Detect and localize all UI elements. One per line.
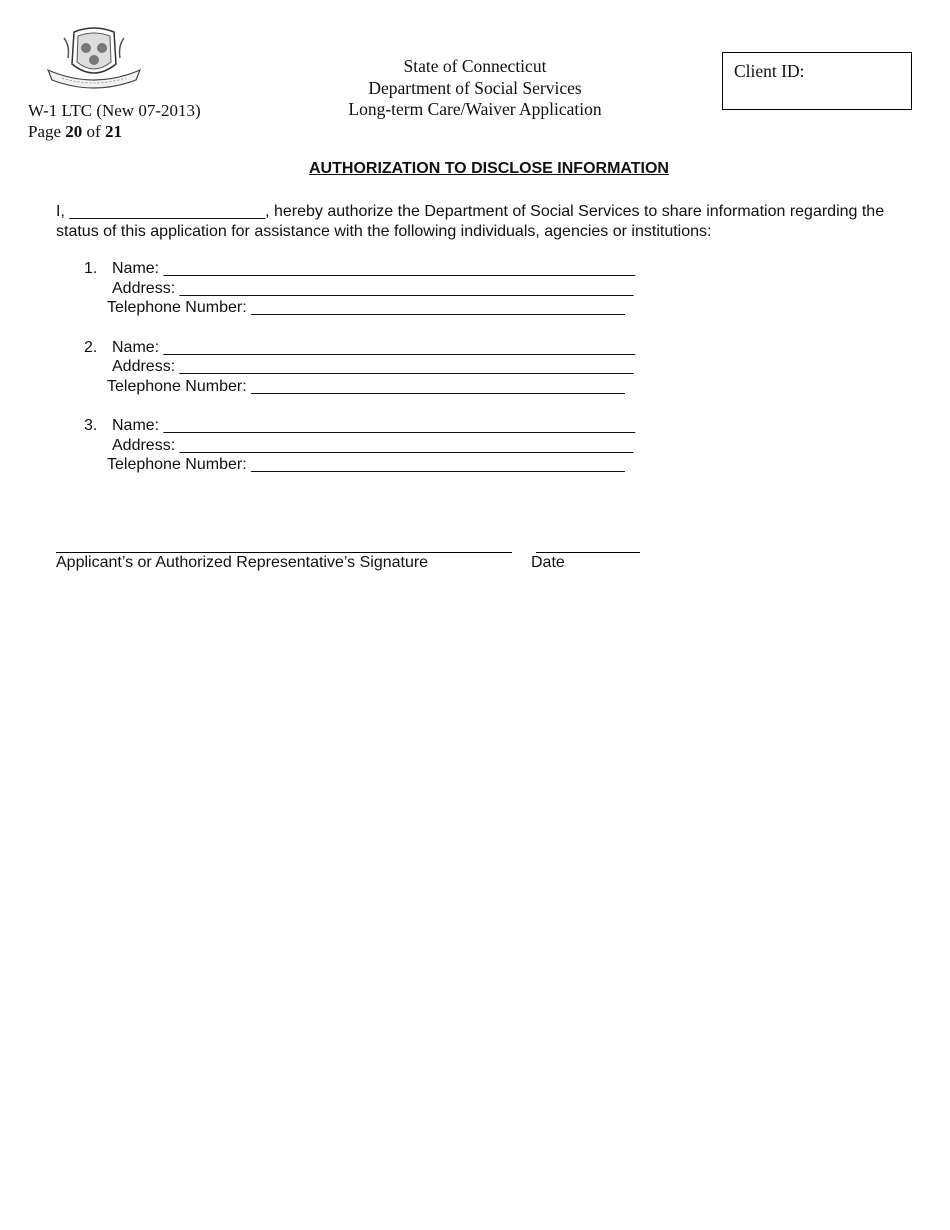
client-id-box[interactable] (722, 52, 912, 110)
signature-line[interactable] (56, 536, 512, 553)
entry-3-name-field[interactable]: Name: _____________________________________________________ (112, 417, 636, 434)
agency-line-state: State of Connecticut (403, 56, 547, 76)
authorization-statement: I, ______________________, hereby authorize the Department of Social Services to share information regarding the status of this application for assistance with the following individuals, agencies or institutions: (56, 203, 885, 240)
form-identifier (28, 100, 201, 142)
entry-1-telephone-field[interactable]: Telephone Number: __________________________________________ (107, 299, 625, 316)
page-number (28, 121, 201, 142)
agency-line-application: Long-term Care/Waiver Application (348, 99, 602, 119)
entry-1-name-field[interactable]: Name: _____________________________________________________ (112, 260, 636, 277)
entry-2-telephone-field[interactable]: Telephone Number: __________________________________________ (107, 378, 625, 395)
entry-3-address-field[interactable]: Address: ___________________________________________________ (112, 437, 634, 454)
agency-heading (300, 56, 650, 121)
entry-1-number: 1. (84, 260, 98, 277)
document-title: AUTHORIZATION TO DISCLOSE INFORMATION (309, 160, 669, 177)
date-line[interactable] (536, 536, 640, 553)
client-id-label: Client ID: (734, 61, 805, 81)
date-label: Date (531, 554, 565, 571)
form-id: W-1 LTC (New 07-2013) (28, 101, 201, 120)
entry-2-name-field[interactable]: Name: _____________________________________________________ (112, 339, 636, 356)
state-seal-icon (44, 24, 144, 92)
signature-label: Applicant’s or Authorized Representative’s Signature (56, 554, 429, 571)
entry-1-address-field[interactable]: Address: ___________________________________________________ (112, 280, 634, 297)
agency-line-department: Department of Social Services (368, 77, 582, 98)
page-total: 21 (104, 122, 122, 141)
page-of: of (86, 122, 101, 141)
entry-2-number: 2. (84, 339, 98, 356)
page-word: Page (28, 122, 62, 141)
entry-3-telephone-field[interactable]: Telephone Number: __________________________________________ (107, 456, 625, 473)
page-current: 20 (65, 122, 83, 141)
entry-3-number: 3. (84, 417, 98, 434)
entry-2-address-field[interactable]: Address: ___________________________________________________ (112, 358, 634, 375)
